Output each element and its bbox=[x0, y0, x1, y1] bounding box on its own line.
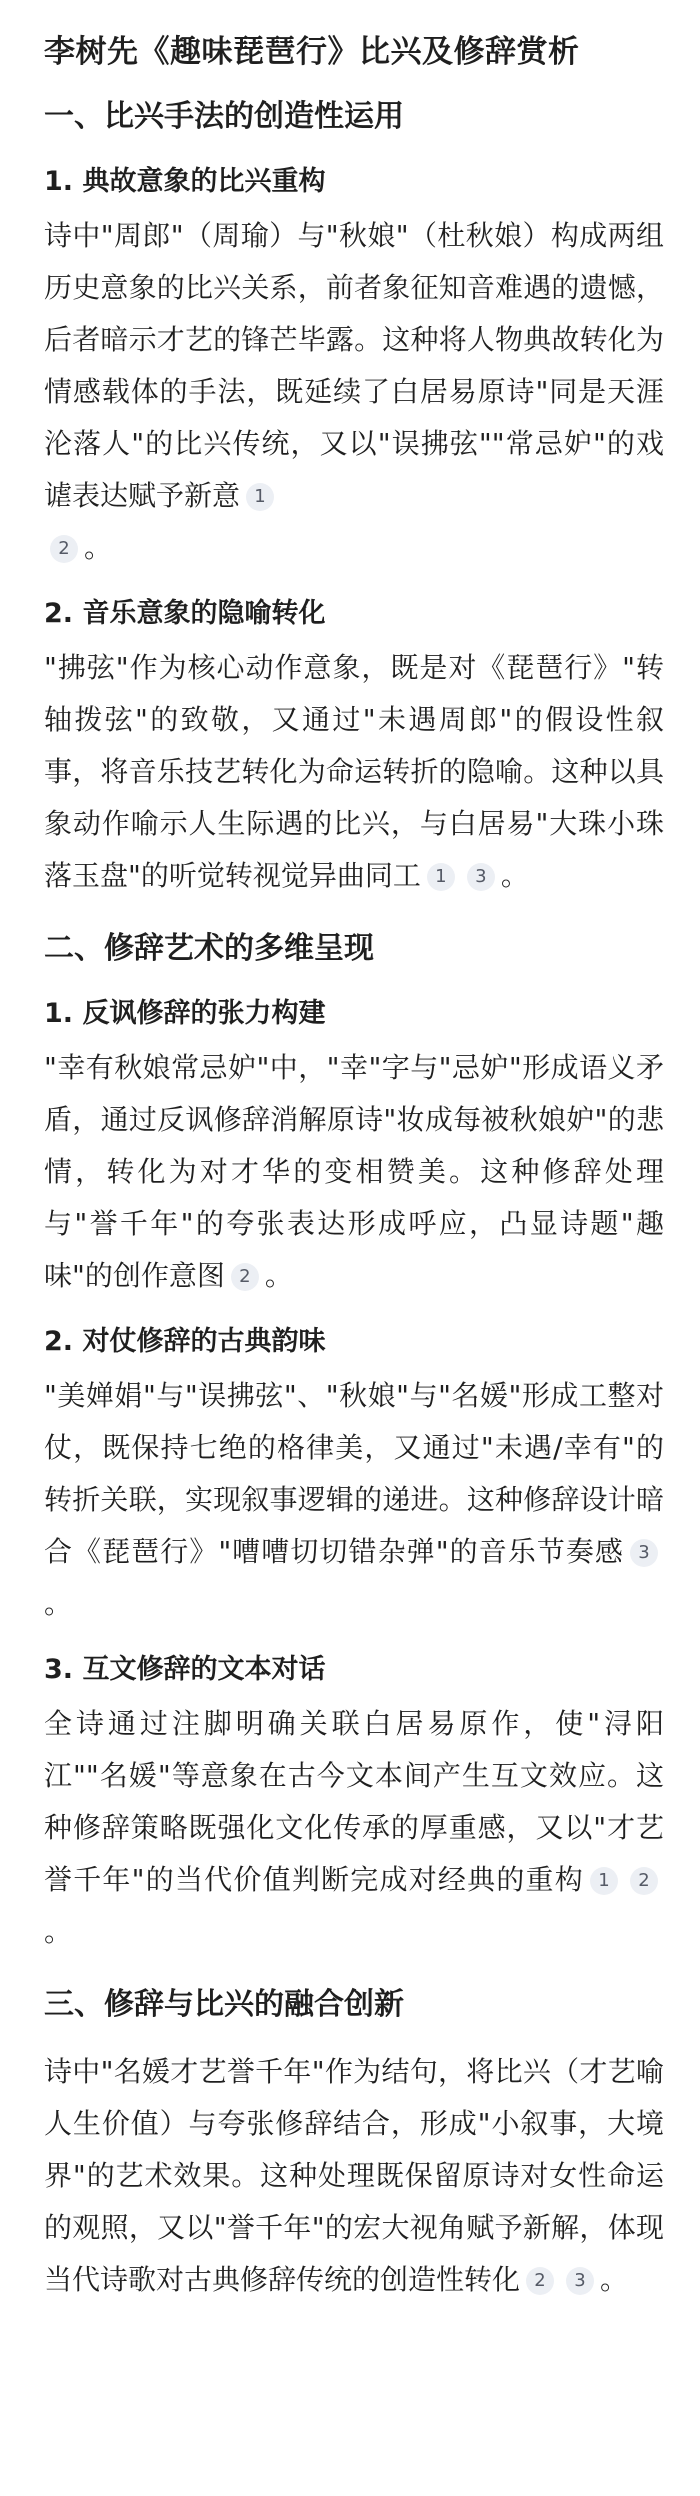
subsection-heading-2-1: 1. 反讽修辞的张力构建 bbox=[44, 998, 326, 1029]
citation-badge[interactable]: 2 bbox=[50, 535, 78, 563]
subsection-heading-2-3: 3. 互文修辞的文本对话 bbox=[44, 1654, 326, 1685]
paragraph-text: 诗中"名媛才艺誉千年"作为结句，将比兴（才艺喻人生价值）与夸张修辞结合，形成"小叙事，大境界"的艺术效果。这种处理既保留原诗对女性命运的观照，又以"誉千年"的宏大视角赋予新解，体现当代诗歌对古典修辞传统的创造性转化 bbox=[44, 2055, 664, 2296]
paragraph-2-3 bbox=[44, 1698, 664, 1958]
citation-badge[interactable]: 3 bbox=[630, 1539, 658, 1567]
paragraph-text: "幸有秋娘常忌妒"中，"幸"字与"忌妒"形成语义矛盾，通过反讽修辞消解原诗"妆成每被秋娘妒"的悲情，转化为对才华的变相赞美。这种修辞处理与"誉千年"的夸张表达形成呼应，凸显诗题"趣味"的创作意图 bbox=[44, 1051, 664, 1292]
paragraph-text: "拂弦"作为核心动作意象，既是对《琵琶行》"转轴拨弦"的致敬，又通过"未遇周郎"的假设性叙事，将音乐技艺转化为命运转折的隐喻。这种以具象动作喻示人生际遇的比兴，与白居易"大珠小珠落玉盘"的听觉转视觉异曲同工 bbox=[44, 651, 664, 892]
paragraph-text: 诗中"周郎"（周瑜）与"秋娘"（杜秋娘）构成两组历史意象的比兴关系，前者象征知音难遇的遗憾，后者暗示才艺的锋芒毕露。这种将人物典故转化为情感载体的手法，既延续了白居易原诗"同是天涯沦落人"的比兴传统，又以"误拂弦""常忌妒"的戏谑表达赋予新意 bbox=[44, 219, 664, 512]
paragraph-text: 全诗通过注脚明确关联白居易原作，使"浔阳江""名媛"等意象在古今文本间产生互文效应。这种修辞策略既强化文化传承的厚重感，又以"才艺誉千年"的当代价值判断完成对经典的重构 bbox=[44, 1707, 664, 1896]
subsection-heading-1-1: 1. 典故意象的比兴重构 bbox=[44, 166, 326, 197]
subsection-heading-2-2: 2. 对仗修辞的古典韵味 bbox=[44, 1326, 326, 1357]
paragraph-text: "美婵娟"与"误拂弦"、"秋娘"与"名媛"形成工整对仗，既保持七绝的格律美，又通过"未遇/幸有"的转折关联，实现叙事逻辑的递进。这种修辞设计暗合《琵琶行》"嘈嘈切切错杂弹"的音乐节奏感 bbox=[44, 1379, 664, 1568]
citation-badge[interactable]: 2 bbox=[526, 2267, 554, 2295]
paragraph-end: 。 bbox=[84, 531, 113, 564]
citation-badge[interactable]: 2 bbox=[231, 1263, 259, 1291]
citation-badge[interactable]: 3 bbox=[566, 2267, 594, 2295]
section-heading-1: 一、比兴手法的创造性运用 bbox=[44, 99, 404, 134]
paragraph-end: 。 bbox=[600, 2263, 629, 2296]
citation-badge[interactable]: 2 bbox=[630, 1867, 658, 1895]
paragraph-end: 。 bbox=[264, 1259, 293, 1292]
citation-badge[interactable]: 1 bbox=[246, 483, 274, 511]
citation-badge[interactable]: 3 bbox=[467, 863, 495, 891]
paragraph-end: 。 bbox=[44, 1587, 73, 1620]
citation-badge[interactable]: 1 bbox=[427, 863, 455, 891]
paragraph-end: 。 bbox=[44, 1915, 73, 1948]
paragraph-end: 。 bbox=[500, 859, 529, 892]
paragraph-1-2 bbox=[44, 642, 664, 902]
paragraph-2-1 bbox=[44, 1042, 664, 1302]
article-title: 李树先《趣味琵琶行》比兴及修辞赏析 bbox=[44, 34, 580, 70]
paragraph-2-2 bbox=[44, 1370, 664, 1630]
paragraph-1-1 bbox=[44, 210, 664, 574]
subsection-heading-1-2: 2. 音乐意象的隐喻转化 bbox=[44, 598, 326, 629]
paragraph-3 bbox=[44, 2046, 664, 2306]
citation-badge[interactable]: 1 bbox=[590, 1867, 618, 1895]
section-heading-3: 三、修辞与比兴的融合创新 bbox=[44, 1987, 404, 2022]
section-heading-2: 二、修辞艺术的多维呈现 bbox=[44, 931, 374, 966]
